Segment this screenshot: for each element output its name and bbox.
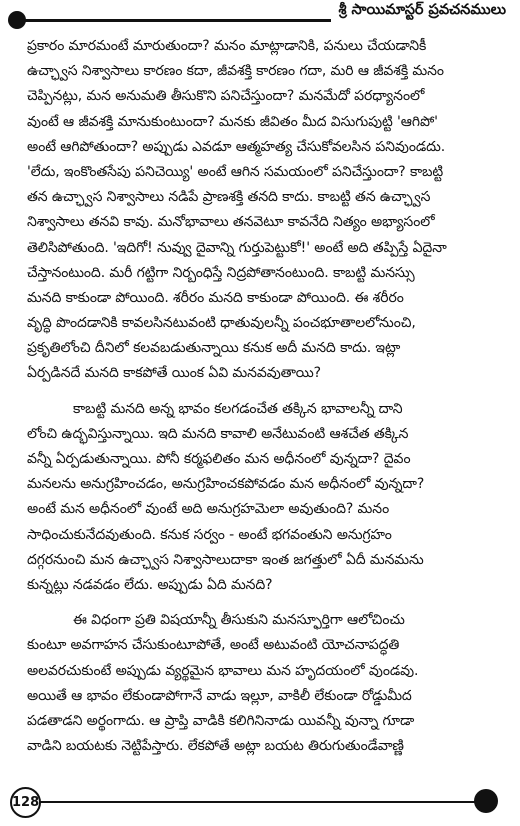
footer-rule: [40, 801, 490, 803]
paragraph: [27, 34, 489, 387]
text-line: ఈ విధంగా ప్రతి విషయాన్నీ తీసుకుని మనస్ఫూర్తిగా ఆలోచించు: [73, 612, 405, 629]
text-line: చెప్పినట్లు, మన అనుమతి తీసుకొని పనిచేస్తుందా? మనమేదో పరధ్యానంలో: [27, 88, 425, 105]
text-line: పడతాడని అర్థంగాదు. ఆ ప్రాప్తి వాడికి కలిగినినాడు యివన్నీ వున్నా గూడా: [27, 712, 415, 729]
text-line: అలవరచుకుంటే అప్పుడు వ్యర్థమైన భావాలు మన హృదయంలో వుండవు.: [27, 662, 419, 679]
text-line: కాబట్టి మనది అన్న భావం కలగడంచేత తక్కిన భావాలన్నీ దాని: [73, 400, 403, 417]
body-text: [27, 34, 489, 759]
text-line: తెలిసిపోతుంది. 'ఇదిగో! నువ్వు దైవాన్ని గుర్తుపెట్టుకో!' అంటే అది తప్పిస్తే ఏదైనా: [27, 239, 447, 256]
paragraph: [27, 608, 489, 759]
text-line: అయితే ఆ భావం లేకుండాపోగానే వాడు ఇల్లూ, వాకిలీ లేకుండా రోడ్డుమీద: [27, 687, 412, 704]
text-line: తన ఉచ్ఛ్వాస నిశ్వాసాలు నడిపే ప్రాణశక్తి తనది కాదు. కాబట్టి తన ఉచ్ఛ్వాస: [27, 189, 431, 206]
footer-bullet-dot: [474, 789, 498, 813]
text-line: వుంటే ఆ జీవశక్తి మానుకుంటుందా? మనకు జీవితం మీద విసుగుపుట్టి 'ఆగిపో': [27, 113, 438, 130]
text-line: 'లేదు, ఇంకొంతసేపు పనిచెయ్యి' అంటే ఆగిన సమయంలో పనిచేస్తుందా? కాబట్టి: [27, 163, 444, 180]
text-line: దగ్గరనుంచి మన ఉచ్ఛ్వాస నిశ్వాసాలుదాకా ఇంత జగత్తులో ఏదీ మనమను: [27, 551, 424, 568]
paragraph-spacer: [27, 598, 489, 608]
text-line: చేస్తానంటుంది. మరీ గట్టిగా నిర్బంధిస్తే నిద్రపోతానంటుంది. కాబట్టి మనస్సు: [27, 264, 415, 281]
text-line: మనలను అనుగ్రహించడం, అనుగ్రహించకపోవడం మన అధీనంలో వున్నదా?: [27, 476, 425, 493]
text-line: ప్రకారం మారమంటే మారుతుందా? మనం మాట్లాడానికి, పనులు చేయడానికీ: [27, 38, 427, 54]
text-line: కుంటూ అవగాహన చేసుకుంటూపోతే, అంటే అటువంటి యోచనాపద్ధతి: [27, 637, 400, 654]
text-line: అంటే మన అధీనంలో వుంటే అది అనుగ్రహమెలా అవుతుంది? మనం: [27, 501, 390, 518]
text-line: ఏర్పడినదే మనది కాకపోతే యింక ఏవి మనవవుతాయి?: [27, 365, 322, 382]
text-line: వృద్ధి పొందడానికి కావలసినటువంటి ధాతువులన్నీ పంచభూతాలలోనుంచి,: [27, 315, 416, 332]
text-line: కున్నట్లు నడవడం లేదు. అప్పుడు ఏది మనది?: [27, 576, 273, 593]
header-bullet-dot: [8, 11, 26, 29]
paragraph-spacer: [27, 387, 489, 397]
text-line: నిశ్వాసాలు తనవి కావు. మనోభావాలు తనవెటూ కావనేది నిత్యం అభ్యాసంలో: [27, 214, 435, 231]
text-line: సాధించుకునేదవుతుంది. కనుక సర్వం - అంటే భగవంతుని అనుగ్రహం: [27, 526, 392, 543]
text-line: ఉచ్ఛ్వాస నిశ్వాసాలు కారణం కదా, జీవశక్తి కారణం గదా, మరి ఆ జీవశక్తి మనం: [27, 63, 444, 80]
running-header-title: శ్రీ సాయిమాస్టర్ ప్రవచనములు: [331, 2, 506, 22]
text-line: వన్నీ ఏర్పడుతున్నాయి. పోనీ కర్మఫలితం మన అధీనంలో వున్నదా? దైవం: [27, 451, 411, 467]
text-line: ప్రకృతిలోంచి దీనిలో కలవబడుతున్నాయి కనుక అదీ మనది కాదు. ఇట్లా: [27, 340, 401, 357]
page-number: 128: [10, 787, 41, 818]
text-line: లోంచి ఉద్భవిస్తున్నాయి. ఇది మనది కావాలి అనేటువంటి ఆశచేత తక్కిన: [27, 425, 409, 442]
text-line: వాడిని బయటకు నెట్టిపేస్తారు. లేకపోతే అట్లా బయట తిరుగుతుండేవాణ్ణి: [27, 738, 404, 755]
text-line: అంటే ఆగిపోతుందా? అప్పుడు ఎవడూ ఆత్మహత్య చేసుకోవలసిన పనివుండదు.: [27, 138, 446, 155]
paragraph: [27, 397, 489, 599]
text-line: మనది కాకుండా పోయింది. శరీరం మనది కాకుండా పోయింది. ఈ శరీరం: [27, 289, 404, 306]
